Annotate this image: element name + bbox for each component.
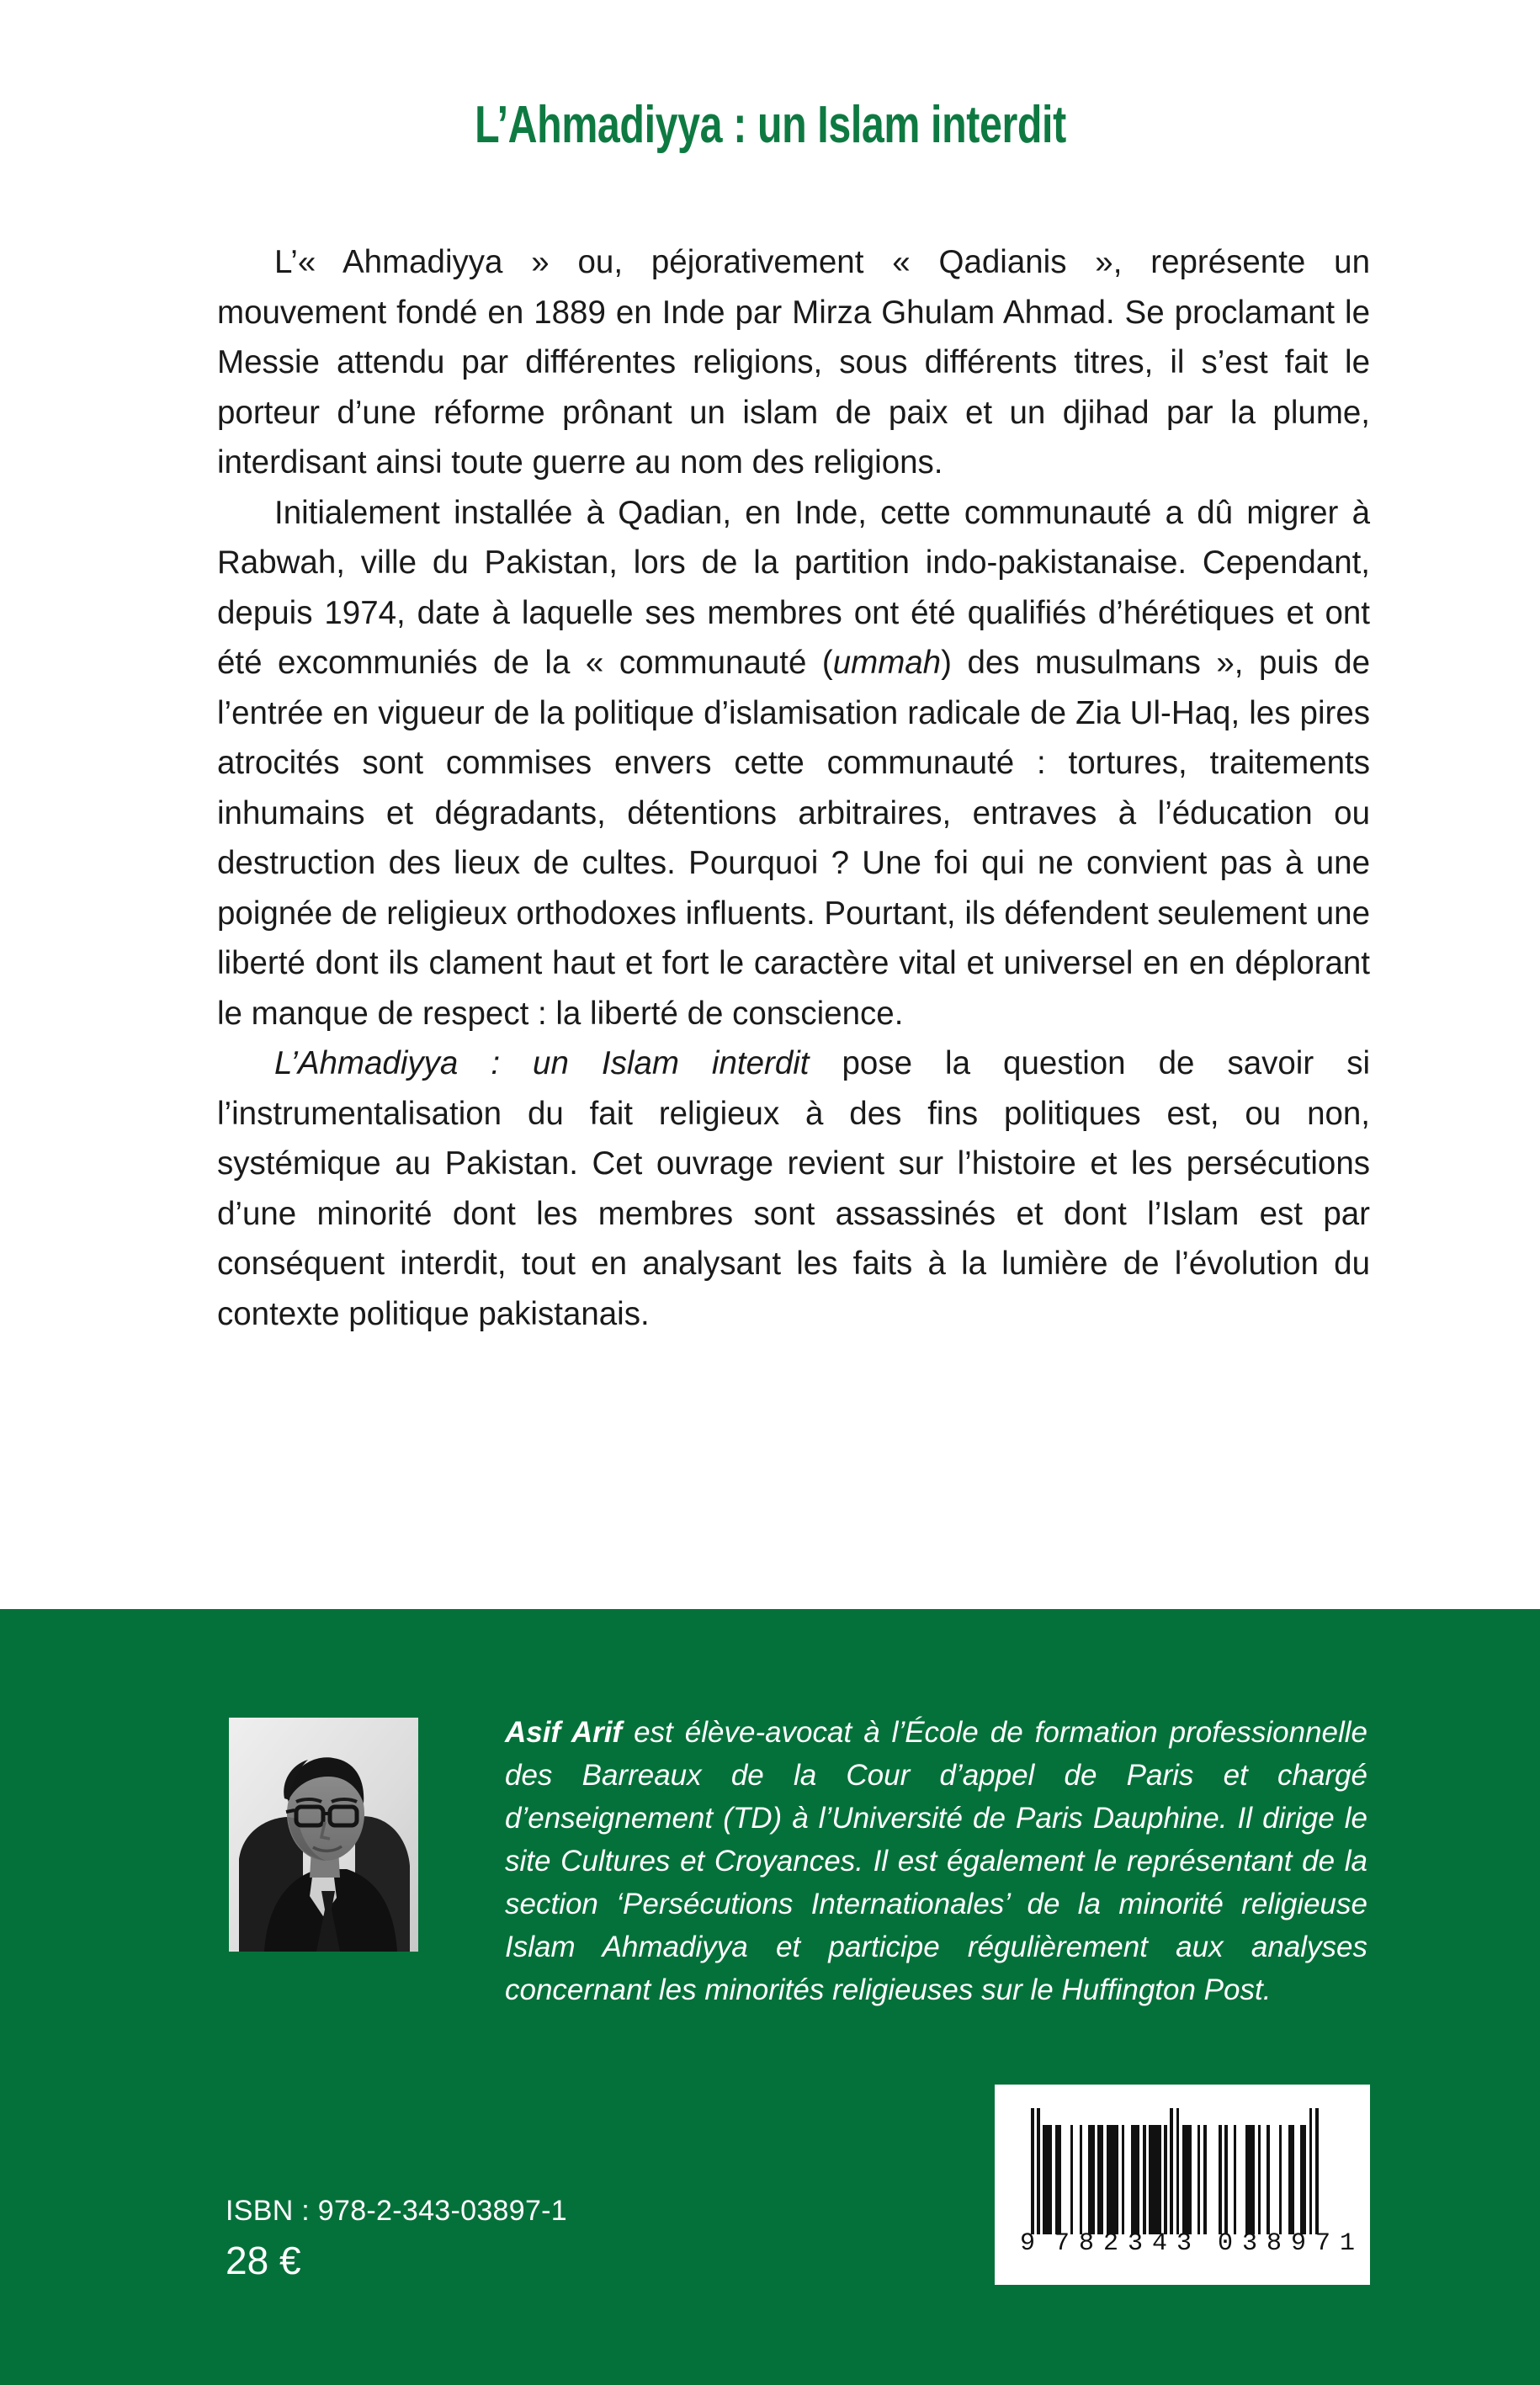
price-text: 28 € bbox=[226, 2239, 301, 2282]
isbn-text: ISBN : 978-2-343-03897-1 bbox=[226, 2195, 568, 2227]
blurb-paragraph-2-part-1: Initialement installée à Qadian, en Inde, cette communauté a dû migrer à Rabwah, ville du Pakistan, lors de la partition indo-pakistanaise. Cependant, depuis 1974, date à laquelle ses membres ont été qualifiés d’hérétiques et ont été excommuniés de la « communauté ( bbox=[217, 494, 1370, 681]
barcode-bars bbox=[1031, 2108, 1319, 2234]
blurb-paragraph-2-part-2: ) des musulmans », puis de l’entrée en vigueur de la politique d’islamisation radicale de Zia Ul-Haq, les pires atrocités sont commises envers cette communauté : tortures, traitements inhumains et dégradants, détentions arbitraires, entraves à l’éducation ou destruction des lieux de cultes. Pourquoi ? Une foi qui ne convient pas à une poignée de religieux orthodoxes influents. Pourtant, ils défendent seulement une liberté dont ils clament haut et fort le caractère vital et universel en en déplorant le manque de respect : la liberté de conscience. bbox=[217, 645, 1370, 1032]
isbn-price-block bbox=[226, 2192, 567, 2287]
author-bio bbox=[505, 1711, 1367, 2011]
barcode bbox=[995, 2085, 1370, 2285]
blurb-paragraph-3 bbox=[217, 1038, 1370, 1339]
barcode-digits bbox=[1020, 2229, 1365, 2258]
author-name: Asif Arif bbox=[505, 1716, 623, 1749]
blurb-term-ummah: ummah bbox=[832, 645, 942, 681]
page-title: L’Ahmadiyya : un Islam interdit bbox=[474, 96, 1066, 154]
blurb-text bbox=[217, 237, 1370, 1339]
blurb-book-title-mention: L’Ahmadiyya : un Islam interdit bbox=[274, 1045, 810, 1081]
blurb-paragraph-1 bbox=[217, 237, 1370, 488]
author-bio-text: est élève-avocat à l’École de formation professionnelle des Barreaux de la Cour d’appel de Paris et chargé d’enseignement (TD) à l’Université de Paris Dauphine. Il dirige le site Cultures et Croyances. Il est également le représentant de la section ‘Persécutions Internationales’ de la minorité religieuse Islam Ahmadiyya et participe régulièrement aux analyses concernant les minorités religieuses sur le Huffington Post. bbox=[505, 1716, 1367, 2006]
barcode-lead-digit: 9 bbox=[1020, 2229, 1037, 2258]
barcode-right-group: 038971 bbox=[1218, 2229, 1365, 2258]
author-portrait-photo bbox=[229, 1718, 418, 1952]
title-area bbox=[0, 96, 1540, 154]
blurb-paragraph-1-text: L’« Ahmadiyya » ou, péjorativement « Qadianis », représente un mouvement fondé en 1889 en Inde par Mirza Ghulam Ahmad. Se proclamant le Messie attendu par différentes religions, sous différents titres, il s’est fait le porteur d’une réforme prônant un islam de paix et un djihad par la plume, interdisant ainsi toute guerre au nom des religions. bbox=[217, 244, 1370, 481]
blurb-paragraph-3-rest: pose la question de savoir si l’instrumentalisation du fait religieux à des fins politiques est, ou non, systémique au Pakistan. Cet ouvrage revient sur l’histoire et les persécutions d’une minorité dont les membres sont assassinés et dont l’Islam est par conséquent interdit, tout en analysant les faits à la lumière de l’évolution du contexte politique pakistanais. bbox=[217, 1045, 1371, 1332]
blurb-paragraph-2 bbox=[217, 488, 1370, 1039]
barcode-left-group: 782343 bbox=[1054, 2229, 1202, 2258]
